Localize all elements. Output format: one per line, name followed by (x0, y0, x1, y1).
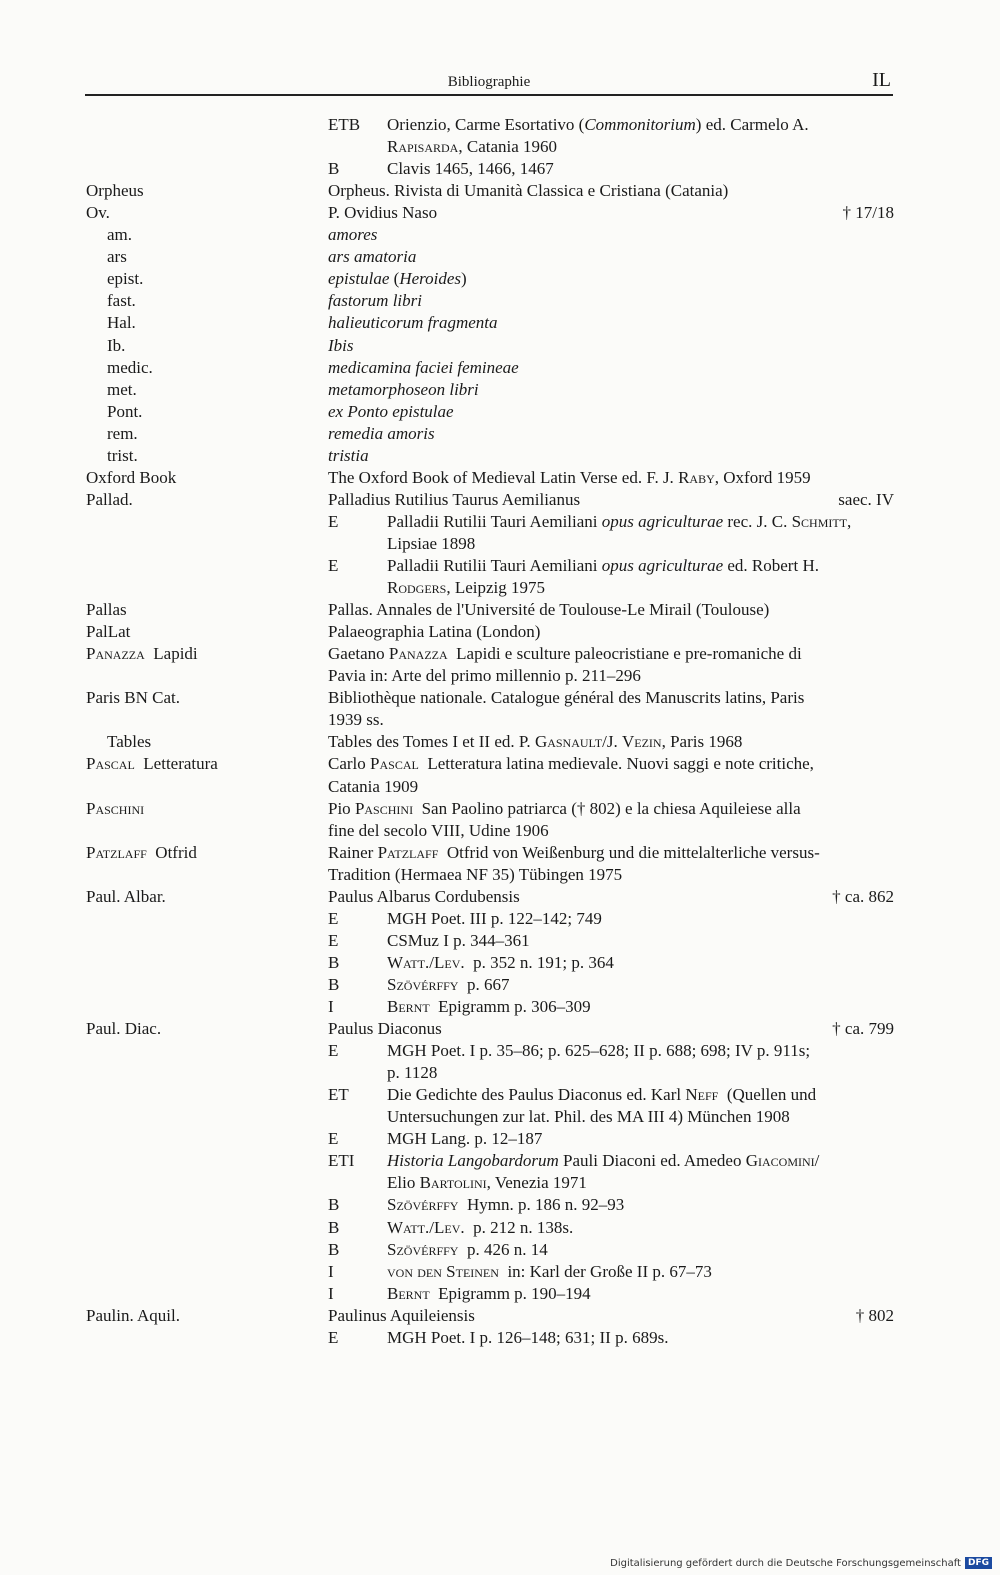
entry-text: CSMuz I p. 344–361 (387, 930, 530, 950)
bibliography-line (0, 533, 1000, 555)
entry-date: † 17/18 (842, 203, 894, 223)
entry-title: metamorphoseon libri (328, 379, 479, 399)
abbreviation: fast. (107, 291, 136, 311)
bibliography-line (0, 974, 1000, 996)
abbreviation: Pont. (107, 401, 143, 421)
entry-title: Tradition (Hermaea NF 35) Tübingen 1975 (328, 864, 623, 884)
bibliography-line (0, 753, 1000, 775)
bibliography-line (0, 357, 1000, 379)
entry-text: MGH Poet. III p. 122–142; 749 (387, 908, 602, 928)
bibliography-line (0, 489, 1000, 511)
abbreviation: epist. (107, 269, 144, 289)
entry-title: Catania 1909 (328, 776, 419, 796)
bibliography-line (0, 158, 1000, 180)
entry-title: fastorum libri (328, 291, 422, 311)
bibliography-line (0, 1040, 1000, 1062)
entry-text: Rapisarda, Catania 1960 (387, 137, 558, 157)
bibliography-line (0, 952, 1000, 974)
bibliography-line (0, 511, 1000, 533)
bibliography-line (0, 335, 1000, 357)
bibliography-line (0, 621, 1000, 643)
entry-text: von den Steinen in: Karl der Große II p. 67–73 (387, 1261, 712, 1281)
abbreviation: Pallad. (86, 489, 133, 509)
abbreviation: medic. (107, 357, 153, 377)
bibliography-line (0, 1283, 1000, 1305)
bibliography-line (0, 423, 1000, 445)
entry-title: Paulus Albarus Cordubensis (328, 886, 520, 906)
bibliography-line (0, 1150, 1000, 1172)
entry-title: Pio Paschini San Paolino patriarca († 802) e la chiesa Aquileiese alla (328, 798, 801, 818)
bibliography-line (0, 401, 1000, 423)
bibliography-line (0, 1217, 1000, 1239)
entry-title: Paulus Diaconus (328, 1019, 442, 1039)
entry-type-code: E (328, 930, 339, 950)
bibliography-line (0, 114, 1000, 136)
bibliography-line (0, 1084, 1000, 1106)
running-title: Bibliographie (447, 74, 531, 90)
entry-title: Palaeographia Latina (London) (328, 622, 541, 642)
entry-title: fine del secolo VIII, Udine 1906 (328, 820, 549, 840)
entry-text: Untersuchungen zur lat. Phil. des MA III 4) München 1908 (387, 1107, 790, 1127)
entry-title: halieuticorum fragmenta (328, 313, 498, 333)
bibliography-line (0, 312, 1000, 334)
entry-text: Lipsiae 1898 (387, 533, 476, 553)
abbreviation: Orpheus (86, 181, 144, 201)
bibliography-line (0, 180, 1000, 202)
bibliography-line (0, 996, 1000, 1018)
entry-date: † 802 (855, 1305, 894, 1325)
bibliography-line (0, 599, 1000, 621)
entry-title: Bibliothèque nationale. Catalogue général des Manuscrits latins, Paris (328, 688, 805, 708)
abbreviation: rem. (107, 423, 138, 443)
bibliography-line (0, 1327, 1000, 1349)
entry-type-code: E (328, 556, 339, 575)
bibliography-line (0, 1305, 1000, 1327)
abbreviation: Oxford Book (86, 467, 177, 487)
entry-text: Szövérffy Hymn. p. 186 n. 92–93 (387, 1195, 625, 1215)
entry-text: Historia Langobardorum Pauli Diaconi ed. Amedeo Giacomini/ (387, 1151, 820, 1171)
bibliography-line (0, 820, 1000, 842)
entry-type-code: ET (328, 1085, 349, 1105)
entry-type-code: B (328, 952, 340, 972)
entry-text: Rodgers, Leipzig 1975 (387, 578, 546, 598)
bibliography-line (0, 665, 1000, 687)
entry-text: Clavis 1465, 1466, 1467 (387, 159, 554, 179)
bibliography-line (0, 643, 1000, 665)
bibliography-line (0, 467, 1000, 489)
entry-title: Orpheus. Rivista di Umanità Classica e Cristiana (Catania) (328, 181, 729, 201)
entry-title: remedia amoris (328, 423, 435, 443)
entry-type-code: I (328, 997, 334, 1016)
bibliography-line (0, 268, 1000, 290)
entry-title: Carlo Pascal Letteratura latina medievale. Nuovi saggi e note critiche, (328, 754, 814, 774)
entry-type-code: B (328, 159, 340, 179)
entry-title: Pavia in: Arte del primo millennio p. 211–296 (328, 666, 641, 686)
entry-title: Pallas. Annales de l'Université de Toulouse-Le Mirail (Toulouse) (328, 600, 770, 620)
abbreviation: met. (107, 379, 137, 399)
entry-text: Orienzio, Carme Esortativo (Commonitorium) ed. Carmelo A. (387, 115, 809, 134)
abbreviation: Panazza Lapidi (86, 644, 198, 664)
entry-title: Palladius Rutilius Taurus Aemilianus (328, 489, 581, 509)
bibliography-line (0, 776, 1000, 798)
entry-text: Palladii Rutilii Tauri Aemiliani opus agriculturae rec. J. C. Schmitt, (387, 511, 852, 531)
bibliography-line (0, 1128, 1000, 1150)
bibliography-line (0, 1106, 1000, 1128)
bibliography-line (0, 798, 1000, 820)
abbreviation: Paul. Albar. (86, 886, 166, 906)
entry-type-code: I (328, 1283, 334, 1303)
entry-type-code: B (328, 1195, 340, 1215)
footer-text: Digitalisierung gefördert durch die Deutsche Forschungsgemeinschaft (610, 1557, 961, 1569)
entry-title: Ibis (328, 335, 354, 355)
entry-date: † ca. 799 (832, 1019, 894, 1039)
entry-text: Bernt Epigramm p. 190–194 (387, 1283, 591, 1303)
entry-type-code: ETI (328, 1151, 355, 1171)
entry-type-code: E (328, 1129, 339, 1149)
entry-type-code: E (328, 1327, 339, 1347)
page-number: IL (872, 69, 891, 91)
entry-type-code: B (328, 1217, 340, 1237)
bibliography-line (0, 886, 1000, 908)
abbreviation: ars (107, 247, 127, 267)
abbreviation: Paul. Diac. (86, 1019, 162, 1039)
abbreviation: Paulin. Aquil. (86, 1305, 180, 1325)
bibliography-line (0, 1018, 1000, 1040)
entry-date: † ca. 862 (832, 886, 894, 906)
abbreviation: Patzlaff Otfrid (86, 842, 197, 862)
entry-title: tristia (328, 445, 369, 465)
abbreviation: Paris BN Cat. (86, 688, 180, 708)
page-header (85, 70, 893, 96)
bibliography-line (0, 731, 1000, 753)
entry-type-code: B (328, 974, 340, 994)
entry-title: medicamina faciei femineae (328, 357, 519, 377)
abbreviation: Pallas (86, 600, 127, 620)
entry-title: ars amatoria (328, 247, 417, 267)
bibliography-line (0, 687, 1000, 709)
entry-text: MGH Lang. p. 12–187 (387, 1129, 543, 1149)
bibliography-line (0, 379, 1000, 401)
bibliography-line (0, 1261, 1000, 1283)
entry-text: Szövérffy p. 426 n. 14 (387, 1239, 548, 1259)
digitization-footer (610, 1557, 992, 1569)
abbreviation: trist. (107, 445, 138, 465)
entry-title: Rainer Patzlaff Otfrid von Weißenburg und die mittelalterliche versus- (328, 842, 820, 862)
entry-title: 1939 ss. (328, 710, 384, 730)
abbreviation: Tables (107, 732, 152, 752)
entry-title: The Oxford Book of Medieval Latin Verse ed. F. J. Raby, Oxford 1959 (328, 467, 811, 487)
entry-text: Palladii Rutilii Tauri Aemiliani opus agriculturae ed. Robert H. (387, 556, 819, 575)
bibliography-line (0, 246, 1000, 268)
bibliography-line (0, 930, 1000, 952)
bibliography-line (0, 577, 1000, 599)
entry-type-code: I (328, 1261, 334, 1281)
entry-type-code: E (328, 1041, 339, 1061)
entry-text: Bernt Epigramm p. 306–309 (387, 997, 591, 1016)
bibliography-line (0, 445, 1000, 467)
abbreviation: Ib. (107, 335, 126, 355)
entry-title: Paulinus Aquileiensis (328, 1305, 475, 1325)
bibliography-line (0, 709, 1000, 731)
bibliography-line (0, 1172, 1000, 1194)
abbreviation: Hal. (107, 313, 136, 333)
bibliography-line (0, 864, 1000, 886)
entry-text: Szövérffy p. 667 (387, 974, 510, 994)
entry-title: P. Ovidius Naso (328, 203, 438, 223)
abbreviation: Ov. (86, 203, 110, 223)
bibliography-line (0, 202, 1000, 224)
entry-text: Watt./Lev. p. 212 n. 138s. (387, 1217, 574, 1237)
abbreviation: Paschini (86, 798, 145, 818)
bibliography-line (0, 1239, 1000, 1261)
bibliography-line (0, 555, 1000, 577)
entry-title: ex Ponto epistulae (328, 401, 454, 421)
entry-title: Tables des Tomes I et II ed. P. Gasnault/J. Vezin, Paris 1968 (328, 732, 743, 752)
entry-text: Die Gedichte des Paulus Diaconus ed. Karl Neff (Quellen und (387, 1085, 817, 1105)
bibliography-line (0, 224, 1000, 246)
bibliography-line (0, 908, 1000, 930)
abbreviation: PalLat (86, 622, 131, 642)
entry-text: MGH Poet. I p. 35–86; p. 625–628; II p. 688; 698; IV p. 911s; (387, 1041, 811, 1061)
bibliography-line (0, 290, 1000, 312)
bibliography-line (0, 136, 1000, 158)
entry-type-code: B (328, 1239, 340, 1259)
bibliography-line (0, 1194, 1000, 1216)
abbreviation: Pascal Letteratura (86, 754, 218, 774)
entry-type-code: E (328, 511, 339, 531)
entry-text: Elio Bartolini, Venezia 1971 (387, 1173, 587, 1193)
entry-title: amores (328, 225, 378, 245)
entry-text: MGH Poet. I p. 126–148; 631; II p. 689s. (387, 1327, 669, 1347)
entry-type-code: E (328, 908, 339, 928)
bibliography-line (0, 842, 1000, 864)
dfg-logo: DFG (965, 1557, 992, 1569)
entry-title: Gaetano Panazza Lapidi e sculture paleocristiane e pre-romaniche di (328, 644, 802, 664)
entry-text: p. 1128 (387, 1063, 438, 1083)
entry-date: saec. IV (838, 489, 894, 509)
abbreviation: am. (107, 225, 133, 245)
entry-title: epistulae (Heroides) (328, 269, 467, 289)
entry-type-code: ETB (328, 115, 361, 134)
entry-text: Watt./Lev. p. 352 n. 191; p. 364 (387, 952, 614, 972)
bibliography-line (0, 1062, 1000, 1084)
